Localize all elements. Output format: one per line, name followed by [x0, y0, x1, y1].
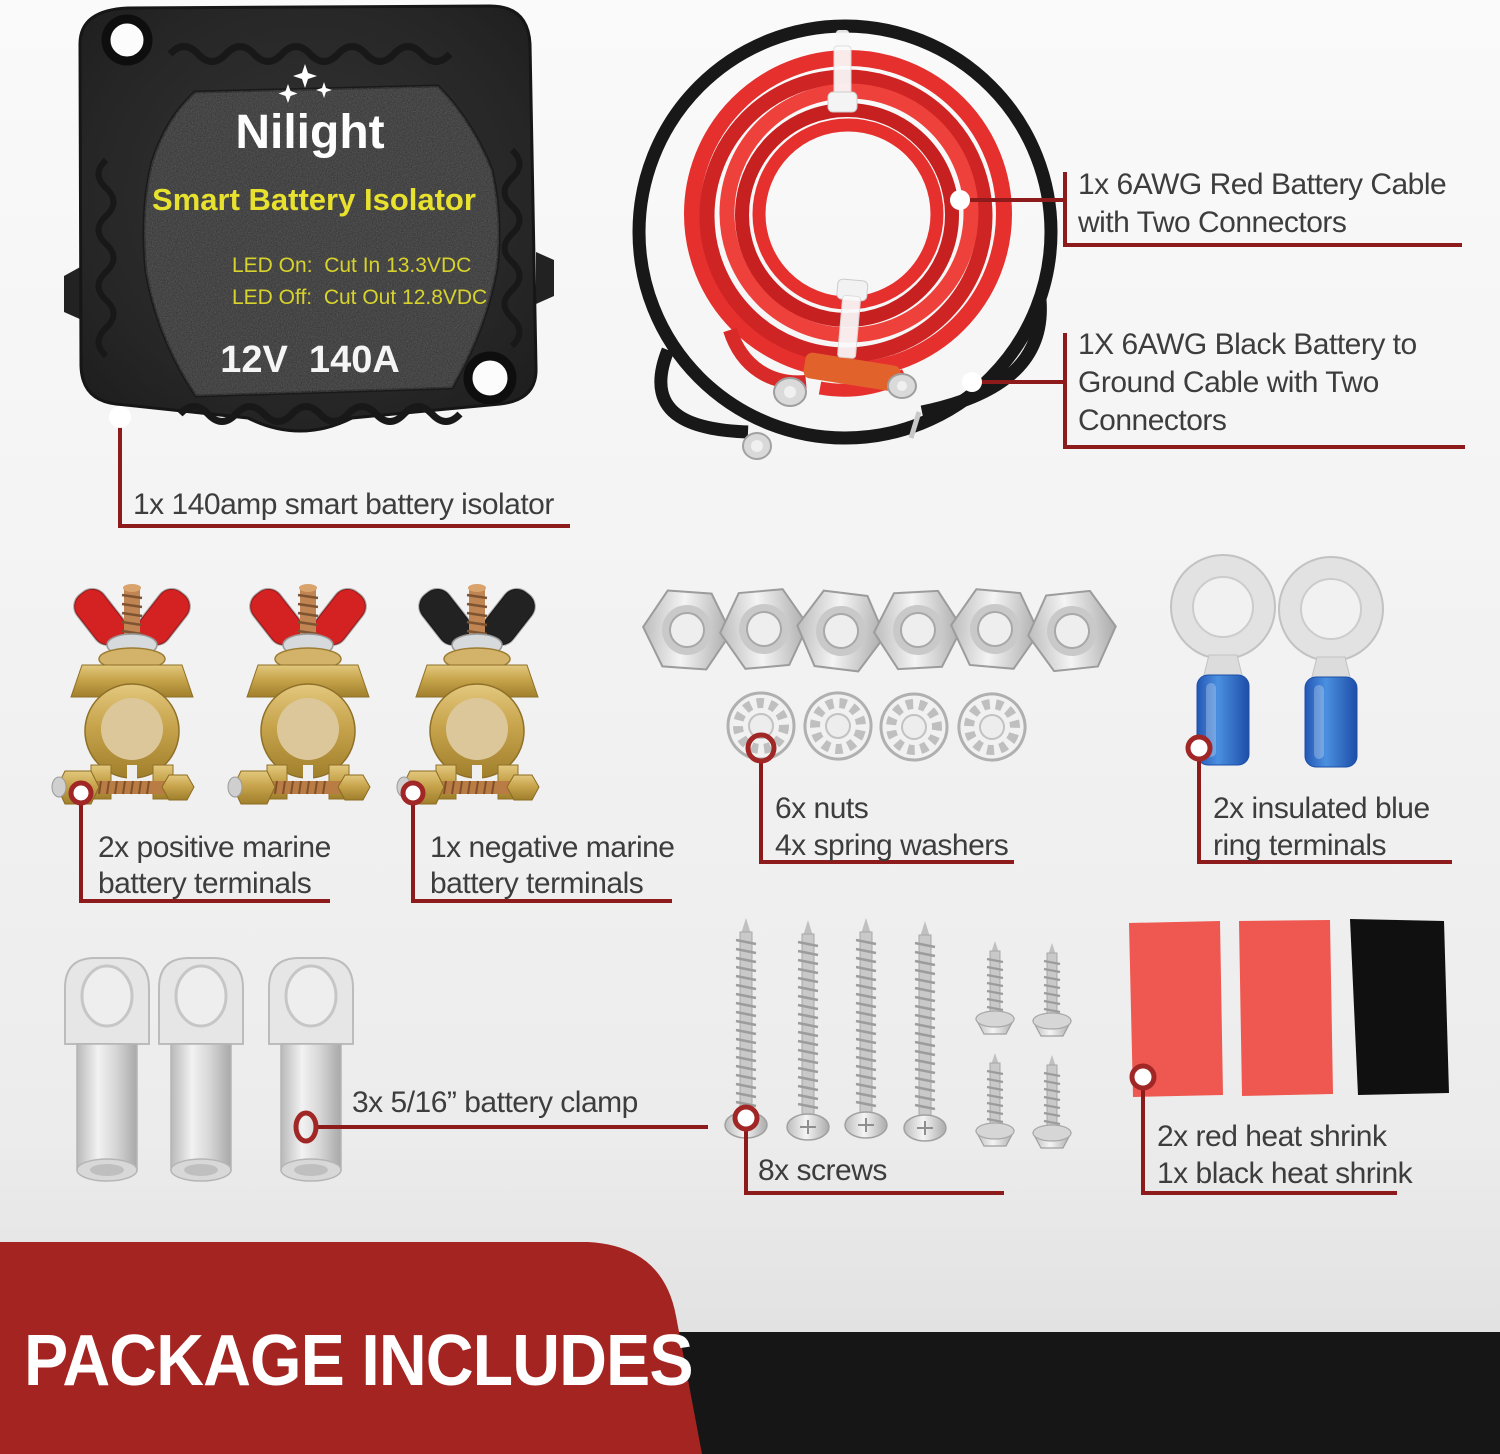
callout-label-ring-terminals: 2x insulated blue ring terminals [1213, 792, 1430, 862]
banner-black-band [640, 1332, 1500, 1454]
device-title: Smart Battery Isolator [152, 182, 476, 217]
red-heat-shrink-2 [1239, 920, 1333, 1096]
negative-terminal [397, 583, 541, 804]
battery-clamp-3 [269, 958, 353, 1181]
callout-label-negative-terminals: 1x negative marine battery terminals [430, 831, 675, 900]
isolator-right-tab [536, 252, 554, 304]
battery-clamp-1 [65, 958, 149, 1181]
callout-label-black-cable: 1X 6AWG Black Battery to Ground Cable with Two Connectors [1078, 328, 1417, 437]
isolator-mount-hole-bottom [468, 356, 512, 400]
callout-label-nuts-washers: 6x nuts 4x spring washers [775, 792, 1009, 862]
battery-clamp-2 [159, 958, 243, 1181]
device-rating: 12V 140A [220, 339, 400, 381]
positive-terminal-2 [228, 583, 372, 804]
cable-bundle [639, 26, 1051, 459]
callout-label-heat-shrink: 2x red heat shrink 1x black heat shrink [1157, 1120, 1413, 1190]
callout-label-red-cable: 1x 6AWG Red Battery Cable with Two Connectors [1078, 168, 1447, 239]
callout-label-screws: 8x screws [758, 1154, 887, 1187]
isolator-mount-hole-top [106, 19, 148, 61]
black-heat-shrink [1350, 919, 1449, 1095]
led-on-spec: LED On: Cut In 13.3VDC [232, 254, 472, 277]
banner-title: PACKAGE INCLUDES [24, 1321, 693, 1401]
callout-label-positive-terminals: 2x positive marine battery terminals [98, 831, 331, 900]
led-off-spec: LED Off: Cut Out 12.8VDC [232, 286, 488, 309]
callout-label-battery-clamp: 3x 5/16” battery clamp [352, 1086, 638, 1119]
blue-ring-terminal-2 [1279, 557, 1383, 767]
callout-label-isolator: 1x 140amp smart battery isolator [133, 488, 554, 521]
brand-logo: Nilight [235, 106, 385, 159]
positive-terminal-1 [52, 583, 196, 804]
battery-isolator [64, 6, 554, 431]
blue-ring-terminal-1 [1171, 555, 1275, 765]
